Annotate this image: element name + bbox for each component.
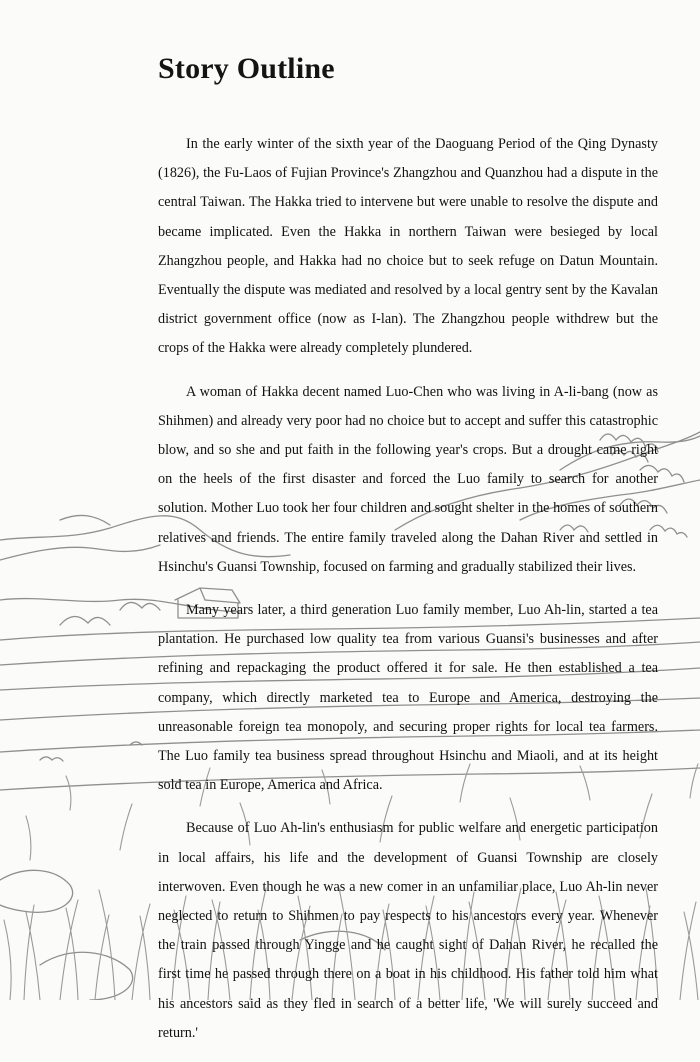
paragraph-2: A woman of Hakka decent named Luo-Chen who was living in A-li-bang (now as Shihmen) and already very poor had no choice but to accept and suffer this catastrophic blow, and so she and put faith in the following year's crops. But a drought came right on the heels of the first disaster and forced the Luo family to search for another solution. Mother Luo took her four children and sought shelter in the homes of southern relatives and friends. The entire family traveled along the Dahan River and settled in Hsinchu's Guansi Township, focused on farming and gradually stabilized their lives. <box>158 383 658 575</box>
page-title: Story Outline <box>158 52 335 85</box>
document-page <box>158 52 658 1062</box>
paragraph-1: In the early winter of the sixth year of the Daoguang Period of the Qing Dynasty (1826), the Fu-Laos of Fujian Province's Zhangzhou and Quanzhou had a dispute in the central Taiwan. The Hakka tried to intervene but were unable to resolve the dispute and became implicated. Even the Hakka in northern Taiwan were besieged by local Zhangzhou people, and Hakka had no choice but to seek refuge on Datun Mountain. Eventually the dispute was mediated and resolved by a local gentry sent by the Kavalan district government office (now as I-lan). The Zhangzhou people withdrew but the crops of the Hakka were already completely plundered. <box>158 136 658 357</box>
paragraph-3: Many years later, a third generation Luo family member, Luo Ah-lin, started a tea plantation. He purchased low quality tea from various Guansi's businesses and after refining and repackaging the product offered it for sale. He then established a tea company, which directly marketed tea to Europe and America, destroying the unreasonable foreign tea monopoly, and securing proper rights for local tea farmers. The Luo family tea business spread throughout Hsinchu and Miaoli, and at its height sold tea in Europe, America and Africa. <box>158 602 658 794</box>
paragraph-4: Because of Luo Ah-lin's enthusiasm for public welfare and energetic participation in local affairs, his life and the development of Guansi Township are closely interwoven. Even though he was a new comer in an unfamiliar place, Luo Ah-lin never neglected to return to Shihmen to pay respects to his ancestors every year. Whenever the train passed through Yingge and he caught sight of Dahan River, he recalled the first time he passed through there on a boat in his childhood. His father told him what his ancestors said as they fled in search of a better life, 'We will surely succeed and return.' <box>158 820 658 1041</box>
